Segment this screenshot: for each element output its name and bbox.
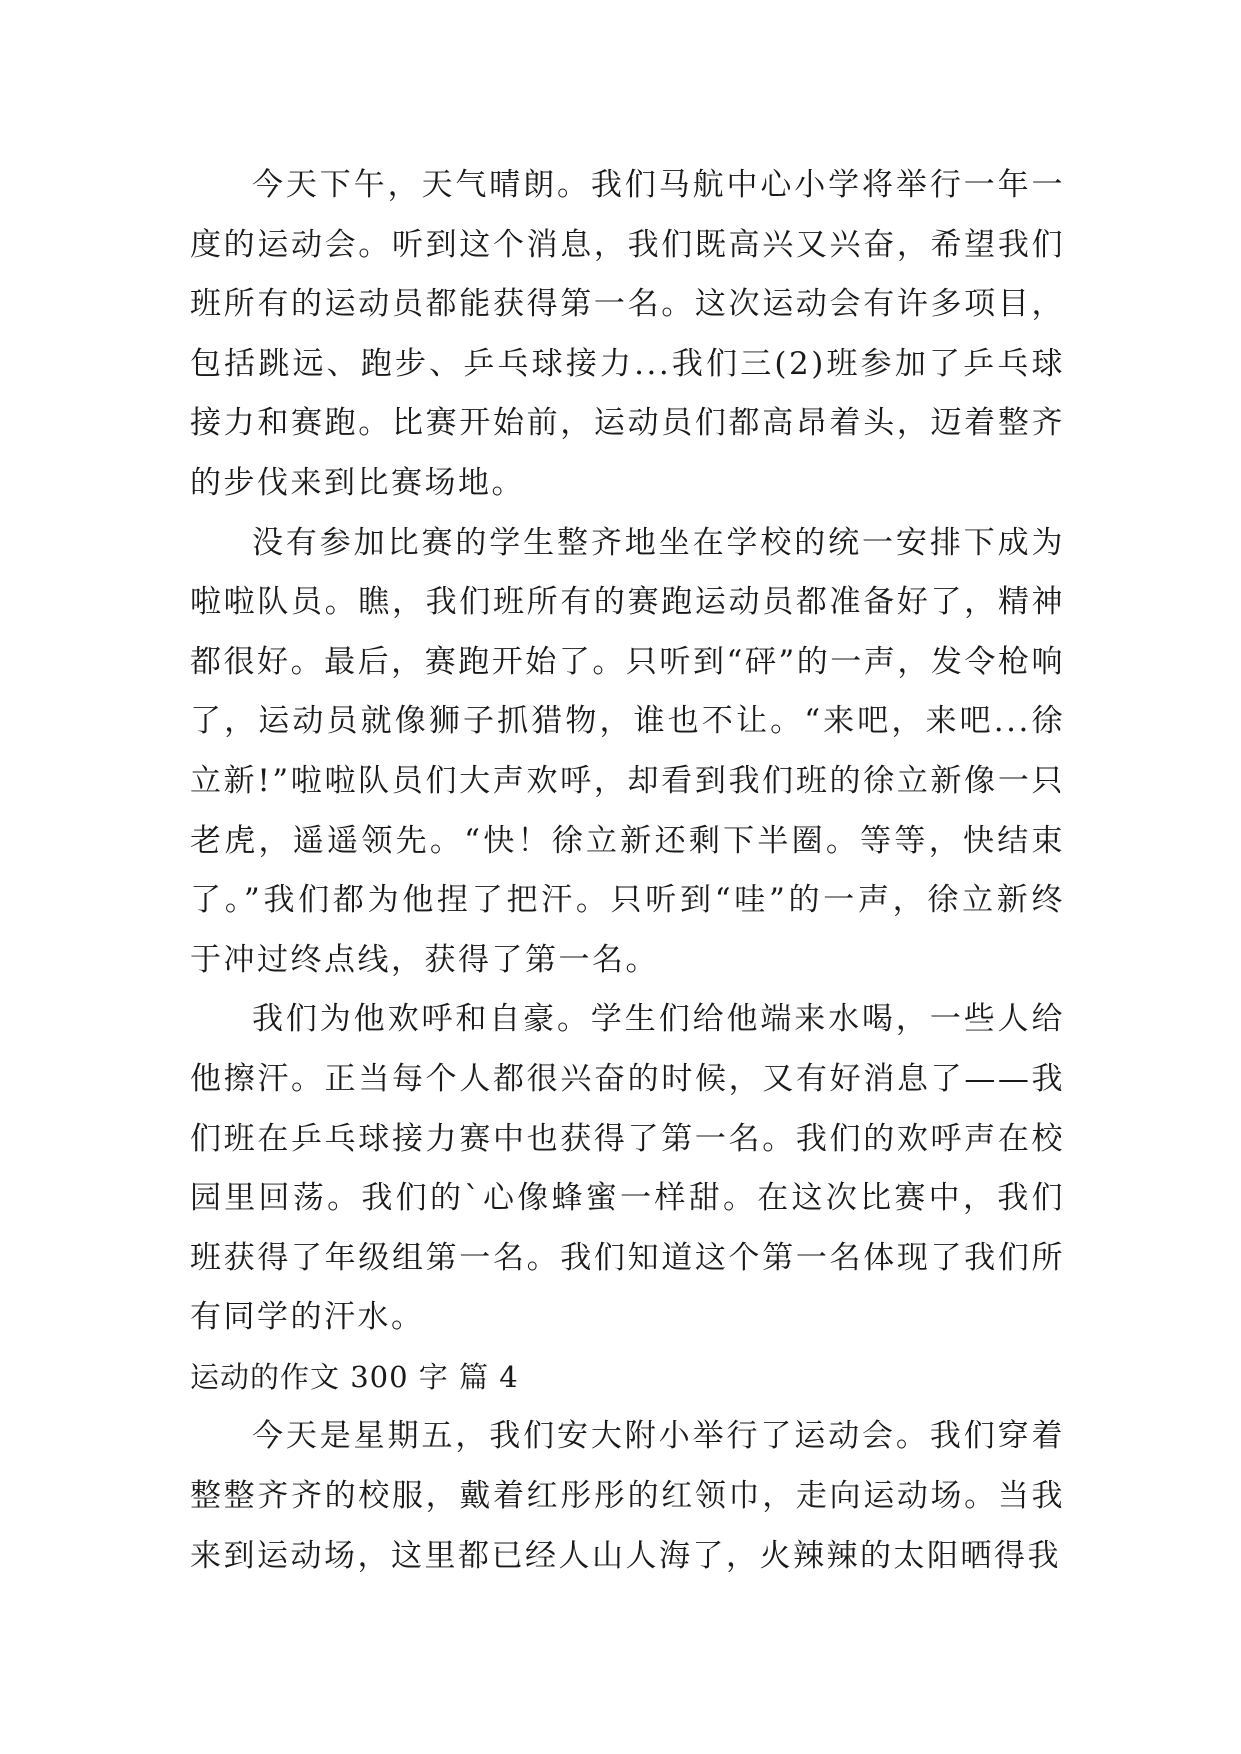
paragraph-3: 我们为他欢呼和自豪。学生们给他端来水喝，一些人给他擦汗。正当每个人都很兴奋的时候，又有好消息了——我们班在乒乓球接力赛中也获得了第一名。我们的欢呼声在校园里回荡。我们的`心像蜂蜜一样甜。在这次比赛中，我们班获得了年级组第一名。我们知道这个第一名体现了我们所有同学的汗水。 — [190, 1001, 1065, 1336]
section-heading: 运动的作文 300 字 篇 4 — [190, 1359, 519, 1394]
paragraph-2: 没有参加比赛的学生整齐地坐在学校的统一安排下成为啦啦队员。瞧，我们班所有的赛跑运动员都准备好了，精神都很好。最后，赛跑开始了。只听到“砰”的一声，发令枪响了，运动员就像狮子抓猎物，谁也不让。“来吧，来吧...徐立新!”啦啦队员们大声欢呼，却看到我们班的徐立新像一只老虎，遥遥领先。“快！徐立新还剩下半圈。等等，快结束了。”我们都为他捏了把汗。只听到“哇”的一声，徐立新终于冲过终点线，获得了第一名。 — [190, 524, 1065, 978]
paragraph-4: 今天是星期五，我们安大附小举行了运动会。我们穿着整整齐齐的校服，戴着红彤彤的红领巾，走向运动场。当我来到运动场，这里都已经人山人海了，火辣辣的太阳晒得我 — [190, 1418, 1065, 1574]
paragraph-1: 今天下午，天气晴朗。我们马航中心小学将举行一年一度的运动会。听到这个消息，我们既高兴又兴奋，希望我们班所有的运动员都能获得第一名。这次运动会有许多项目，包括跳远、跑步、乒乓球接力...我们三(2)班参加了乒乓球接力和赛跑。比赛开始前，运动员们都高昂着头，迈着整齐的步伐来到比赛场地。 — [190, 167, 1065, 501]
document-body — [190, 156, 1065, 1586]
